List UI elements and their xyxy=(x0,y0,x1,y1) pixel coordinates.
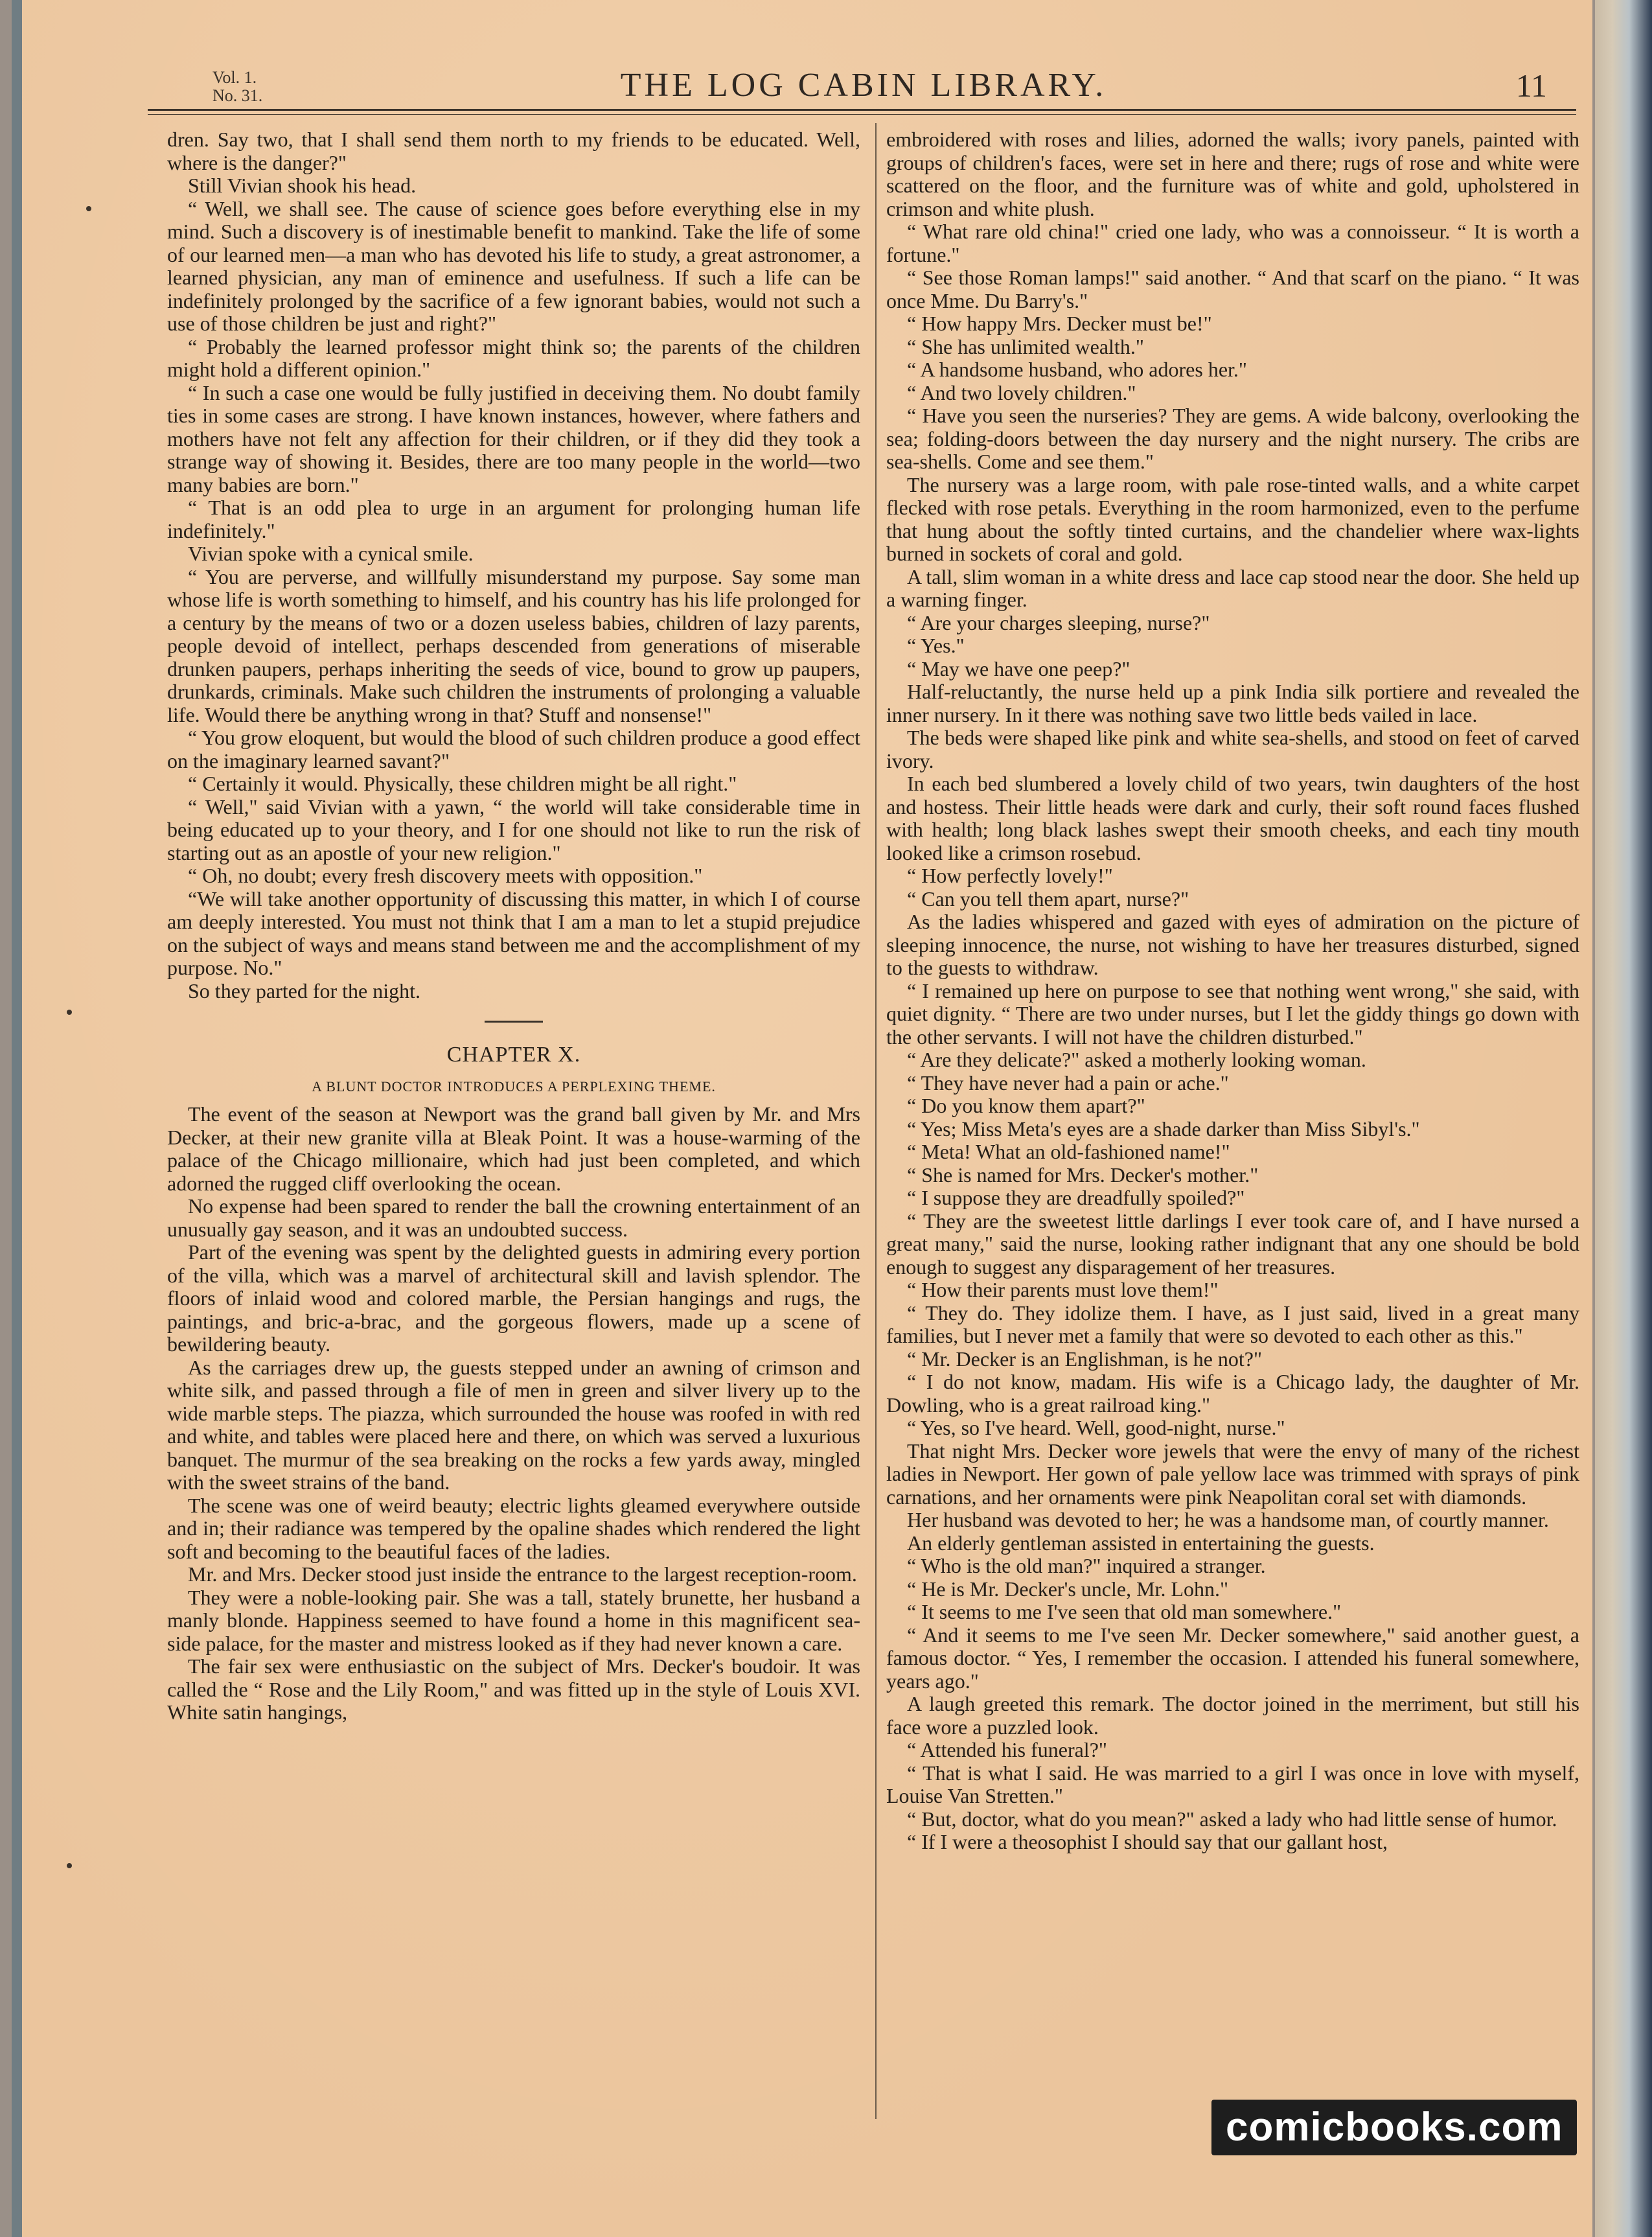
paragraph: “ Have you seen the nurseries? They are gems. A wide balcony, overlooking the sea; folding-doors between the day nursery and the night nursery. The cribs are sea-shells. Come and see them." xyxy=(886,404,1579,473)
paragraph: The nursery was a large room, with pale rose-tinted walls, and a white carpet flecked with rose petals. Everything in the room harmonized, even to the perfume that hung about the softly tinted curtains, and the chandelier where wax-lights burned in sockets of coral and gold. xyxy=(886,472,1579,565)
volume-label: Vol. 1. xyxy=(212,68,257,87)
paragraph: Her husband was devoted to her; he was a handsome man, of courtly manner. xyxy=(907,1508,1549,1531)
masthead-title: THE LOG CABIN LIBRARY. xyxy=(620,67,1107,104)
paragraph: “ Certainly it would. Physically, these children might be all right." xyxy=(188,772,737,795)
margin-dot xyxy=(86,206,91,211)
paragraph: “ That is what I said. He was married to a girl I was once in love with myself, Louise Van Stretten." xyxy=(886,1761,1579,1807)
paragraph: “ Yes; Miss Meta's eyes are a shade darker than Miss Sibyl's." xyxy=(907,1117,1420,1141)
paragraph: “ Who is the old man?" inquired a stranger. xyxy=(907,1554,1266,1577)
paragraph: “ You are perverse, and willfully misunderstand my purpose. Say some man whose life is worth something to himself, and his country has his life prolonged for a century by the means of two or a dozen useless babies, children of lazy parents, people devoid of intellect, perhaps descended from generations of miserable drunken paupers, perhaps inheriting the seeds of vice, bound to grow up paupers, drunkards, criminals. Make such children the instruments of prolonging a valuable life. Would there be anything wrong in that? Stuff and nonsense!" xyxy=(167,564,860,726)
paragraph: “ Well, we shall see. The cause of science goes before everything else in my mind. Such a discovery is of inestimable benefit to mankind. Take the life of some of our learned men—a man who has devoted his life to study, a great astronomer, a learned physician, any man of eminence and usefulness. If such a life can be indefinitely prolonged by the sacrifice of a few ignorant babies, would not such a use of those children be just and right?" xyxy=(167,196,860,335)
header-rule-thick xyxy=(148,109,1576,111)
paragraph: Part of the evening was spent by the delighted guests in admiring every portion of the villa, which was a marvel of architectural skill and lavish splendor. The floors of inlaid wood and colored marble, the Persian hangings and rugs, the paintings, and bric-a-brac, and the gorgeous flowers, made up a scene of bewildering beauty. xyxy=(167,1240,860,1356)
paragraph: “ Yes, so I've heard. Well, good-night, nurse." xyxy=(907,1416,1285,1439)
paragraph: “ How happy Mrs. Decker must be!" xyxy=(907,312,1212,335)
chapter-text xyxy=(167,1103,860,1724)
paragraph: As the carriages drew up, the guests stepped under an awning of crimson and white silk, and passed through a file of men in green and silver livery up to the wide marble steps. The piazza, which surrounded the house was roofed in with red and white, and tables were placed here and there, on which was served a luxurious banquet. The murmur of the sea breaking on the rocks a few yards away, mingled with the sweet strains of the band. xyxy=(167,1355,860,1494)
paragraph: “ May we have one peep?" xyxy=(907,656,1130,680)
paragraph: The event of the season at Newport was the grand ball given by Mr. and Mrs Decker, at their new granite villa at Bleak Point. It was a house-warming of the palace of the Chicago millionaire, which had just been completed, and which adorned the rugged cliff overlooking the ocean. xyxy=(167,1102,860,1195)
paragraph: “ How perfectly lovely!" xyxy=(907,864,1113,887)
paragraph: They were a noble-looking pair. She was a tall, stately brunette, her husband a manly blonde. Happiness seemed to have found a home in this magnificent sea-side palace, for the master and mistress looked as if they had never known a care. xyxy=(167,1585,860,1655)
paragraph: “ Do you know them apart?" xyxy=(907,1094,1145,1117)
paragraph: “ Yes." xyxy=(907,634,965,657)
paragraph: “ A handsome husband, who adores her." xyxy=(907,358,1247,381)
paragraph: Vivian spoke with a cynical smile. xyxy=(188,542,474,565)
paragraph: “ And two lovely children." xyxy=(907,380,1136,404)
paragraph: The fair sex were enthusiastic on the subject of Mrs. Decker's boudoir. It was called the “ Rose and the Lily Room," and was fitted up in the style of Louis XVI. White satin hangings, xyxy=(167,1654,860,1724)
paragraph: So they parted for the night. xyxy=(188,979,421,1003)
paragraph: “ She has unlimited wealth." xyxy=(907,334,1144,358)
newspaper-page xyxy=(12,0,1592,2237)
paragraph: “ Attended his funeral?" xyxy=(907,1738,1107,1761)
paragraph: “ Can you tell them apart, nurse?" xyxy=(907,887,1189,910)
page-number: 11 xyxy=(1515,67,1547,104)
paragraph: “ Are they delicate?" asked a motherly looking woman. xyxy=(907,1048,1366,1071)
paragraph: “ In such a case one would be fully justified in deceiving them. No doubt family ties in some cases are strong. I have known instances, however, where fathers and mothers have not felt any affection for their children, or if they did they took a strange way of showing it. Besides, there are too many people in the world—two many babies are born." xyxy=(167,380,860,496)
paragraph: “ Are your charges sleeping, nurse?" xyxy=(907,610,1210,634)
right-column xyxy=(886,128,1579,1854)
paragraph: “ They do. They idolize them. I have, as I just said, lived in a great many families, but I never met a family that were so devoted to each other as this." xyxy=(886,1301,1579,1347)
paragraph: embroidered with roses and lilies, adorned the walls; ivory panels, painted with groups of children's faces, were set in here and there; rugs of rose and white were scattered on the floor, and the furniture was of white and gold, upholstered in crimson and white plush. xyxy=(886,128,1579,220)
paragraph: “ I remained up here on purpose to see that nothing went wrong," she said, with quiet dignity. “ There are two under nurses, but I let the giddy things go down with the other servants. I will not have the children disturbed." xyxy=(886,979,1579,1049)
paragraph: “ But, doctor, what do you mean?" asked a lady who had little sense of humor. xyxy=(907,1807,1557,1831)
paragraph: “ If I were a theosophist I should say that our gallant host, xyxy=(907,1830,1388,1853)
paragraph: Half-reluctantly, the nurse held up a pink India silk portiere and revealed the inner nursery. In it there was nothing save two little beds vailed in lace. xyxy=(886,680,1579,726)
margin-dot xyxy=(67,1863,72,1868)
paragraph: A laugh greeted this remark. The doctor joined in the merriment, but still his face wore a puzzled look. xyxy=(886,1692,1579,1739)
left-column xyxy=(167,128,860,1724)
paragraph: “ You grow eloquent, but would the blood of such children produce a good effect on the imaginary learned savant?" xyxy=(167,726,860,772)
header-rule-thin xyxy=(148,114,1576,115)
paragraph: That night Mrs. Decker wore jewels that were the envy of many of the richest ladies in Newport. Her gown of pale yellow lace was trimmed with sprays of pink carnations, and her ornaments were pink Neapolitan coral set with diamonds. xyxy=(886,1439,1579,1509)
paragraph: “ Meta! What an old-fashioned name!" xyxy=(907,1140,1230,1163)
paragraph: “ See those Roman lamps!" said another. “ And that scarf on the piano. “ It was once Mme. Du Barry's." xyxy=(886,266,1579,312)
paragraph: “ It seems to me I've seen that old man somewhere." xyxy=(907,1600,1342,1623)
right-column-text xyxy=(886,128,1579,1854)
paragraph: “ And it seems to me I've seen Mr. Decker somewhere," said another guest, a famous doctor. “ Yes, I remember the occasion. I attended his funeral somewhere, years ago." xyxy=(886,1623,1579,1693)
paragraph: dren. Say two, that I shall send them north to my friends to be educated. Well, where is the danger?" xyxy=(167,128,860,174)
site-watermark: comicbooks.com xyxy=(1211,2100,1577,2155)
paragraph: “ They have never had a pain or ache." xyxy=(907,1071,1229,1095)
paragraph: “ Well," said Vivian with a yawn, “ the world will take considerable time in being educated up to your theory, and I for one should not like to run the risk of starting out as an apostle of your new religion." xyxy=(167,794,860,864)
paragraph: A tall, slim woman in a white dress and lace cap stood near the door. She held up a warning finger. xyxy=(886,564,1579,611)
column-divider xyxy=(875,123,877,2119)
page-header xyxy=(141,65,1586,110)
paragraph: Still Vivian shook his head. xyxy=(188,174,417,197)
paragraph: The scene was one of weird beauty; electric lights gleamed everywhere outside and in; their radiance was tempered by the opaline shades which rendered the light soft and becoming to the beautiful faces of the ladies. xyxy=(167,1493,860,1563)
paragraph: “ That is an odd plea to urge in an argument for prolonging human life indefinitely." xyxy=(167,496,860,542)
scanner-background xyxy=(1595,0,1652,2237)
paragraph: “ Probably the learned professor might think so; the parents of the children might hold a different opinion." xyxy=(167,334,860,381)
paragraph: “ Oh, no doubt; every fresh discovery meets with opposition." xyxy=(188,864,703,887)
paragraph: An elderly gentleman assisted in entertaining the guests. xyxy=(907,1531,1375,1555)
paragraph: “ How their parents must love them!" xyxy=(907,1278,1219,1301)
paragraph: No expense had been spared to render the ball the crowning entertainment of an unusually gay season, and it was an undoubted success. xyxy=(167,1194,860,1241)
paragraph: “ I do not know, madam. His wife is a Chicago lady, the daughter of Mr. Dowling, who is a great railroad king." xyxy=(886,1370,1579,1417)
paragraph: As the ladies whispered and gazed with eyes of admiration on the picture of sleeping innocence, the nurse, not wishing to have her treasures disturbed, signed to the guests to withdraw. xyxy=(886,910,1579,979)
paragraph: “ They are the sweetest little darlings I ever took care of, and I have nursed a great many," said the nurse, looking rather indignant that any one should be bold enough to suggest any disparagement of her treasures. xyxy=(886,1209,1579,1279)
left-column-text xyxy=(167,128,860,1003)
paragraph: “We will take another opportunity of discussing this matter, in which I of course am deeply interested. You must not think that I am a man to let a stupid prejudice on the subject of ways and means stand between me and the accomplishment of my purpose. No." xyxy=(167,887,860,979)
paragraph: “ Mr. Decker is an Englishman, is he not?" xyxy=(907,1347,1263,1371)
margin-dot xyxy=(67,1010,72,1015)
paragraph: In each bed slumbered a lovely child of two years, twin daughters of the host and hostess. Their little heads were dark and curly, their soft round faces flushed with health; long black lashes swept their smooth cheeks, and each tiny mouth looked like a crimson rosebud. xyxy=(886,772,1579,864)
page-spine-binding xyxy=(12,0,22,2237)
paragraph: The beds were shaped like pink and white sea-shells, and stood on feet of carved ivory. xyxy=(886,726,1579,772)
chapter-separator-rule xyxy=(485,1021,543,1023)
chapter-title: CHAPTER X. xyxy=(446,1043,581,1067)
paragraph: “ What rare old china!" cried one lady, who was a connoisseur. “ It is worth a fortune." xyxy=(886,220,1579,266)
issue-label: No. 31. xyxy=(212,86,263,105)
paragraph: “ I suppose they are dreadfully spoiled?" xyxy=(907,1186,1245,1209)
chapter-subtitle: A BLUNT DOCTOR INTRODUCES A PERPLEXING THEME. xyxy=(312,1078,716,1095)
paragraph: Mr. and Mrs. Decker stood just inside the entrance to the largest reception-room. xyxy=(188,1562,857,1586)
paragraph: “ She is named for Mrs. Decker's mother." xyxy=(907,1163,1259,1187)
paragraph: “ He is Mr. Decker's uncle, Mr. Lohn." xyxy=(907,1577,1229,1601)
